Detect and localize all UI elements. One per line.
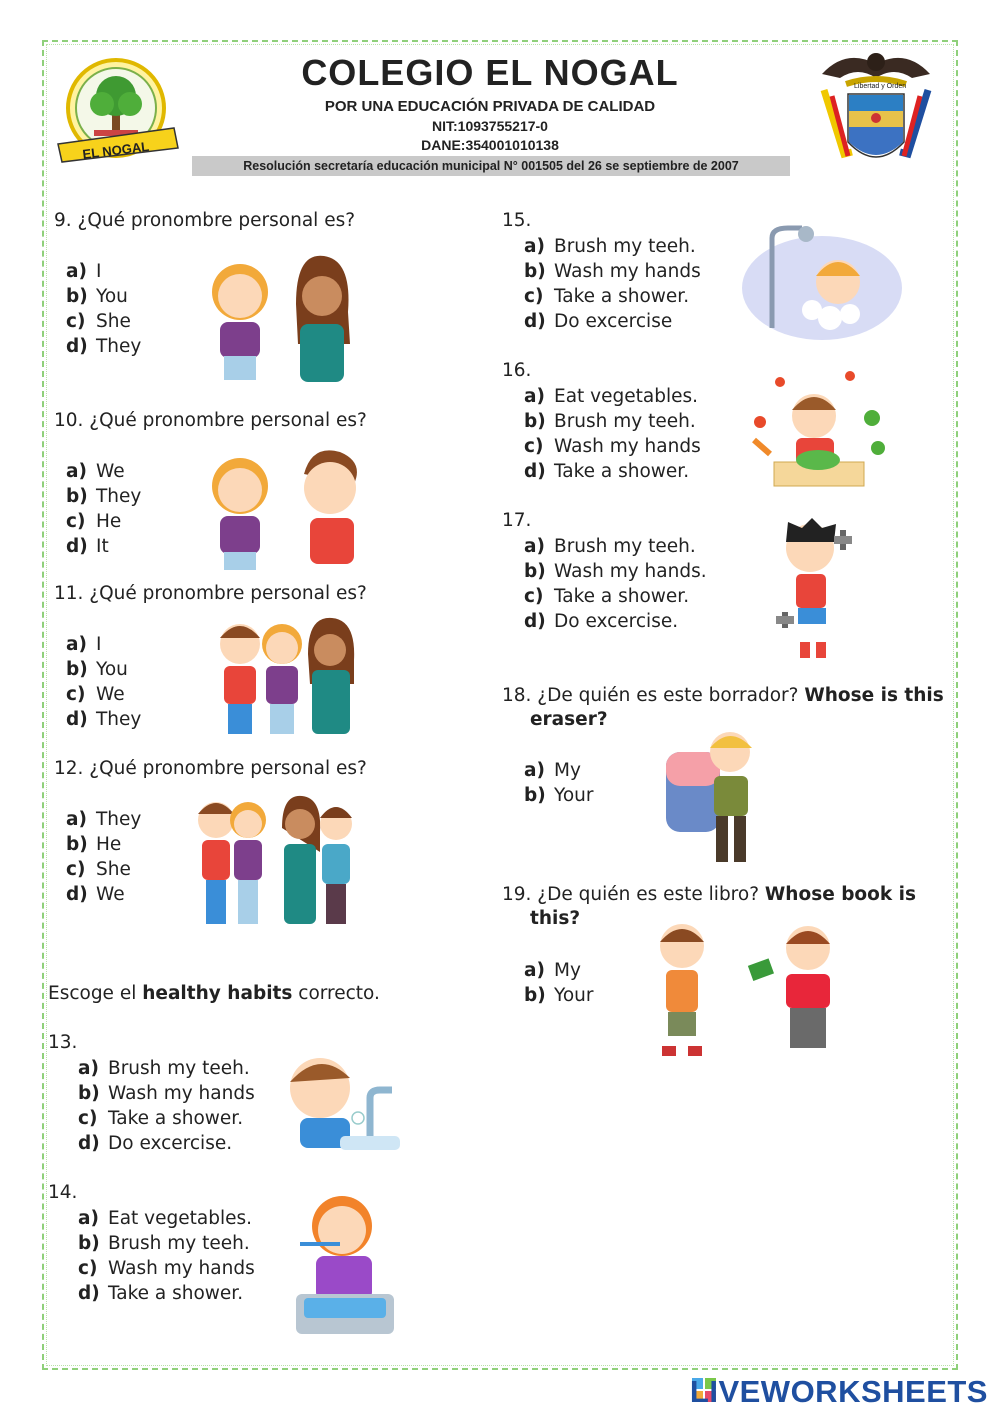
q16-option-c[interactable]: c) Wash my hands xyxy=(524,436,701,457)
q12-title: 12. ¿Qué pronombre personal es? xyxy=(54,758,367,779)
coat-of-arms xyxy=(816,44,936,186)
q13-option-d[interactable]: d) Do excercise. xyxy=(78,1133,233,1154)
q15-option-a[interactable]: a) Brush my teeh. xyxy=(524,236,696,257)
girl-and-boy-illustration xyxy=(200,444,362,572)
q17-option-c[interactable]: c) Take a shower. xyxy=(524,586,690,607)
q15-options xyxy=(524,234,701,334)
q15-option-b[interactable]: b) Wash my hands xyxy=(524,261,701,282)
q9-option-a[interactable]: a) I xyxy=(66,261,102,282)
three-kids-illustration xyxy=(212,614,362,744)
q10-option-a[interactable]: a) We xyxy=(66,461,125,482)
q16-option-b[interactable]: b) Brush my teeh. xyxy=(524,411,696,432)
q16-title: 16. xyxy=(502,360,532,381)
q9-title: 9. ¿Qué pronombre personal es? xyxy=(54,210,356,231)
q13-title: 13. xyxy=(48,1032,78,1053)
shower-illustration xyxy=(732,218,902,342)
q9-options xyxy=(66,259,141,359)
q13-option-a[interactable]: a) Brush my teeh. xyxy=(78,1058,250,1079)
q11-options xyxy=(66,632,141,732)
q14-option-a[interactable]: a) Eat vegetables. xyxy=(78,1208,252,1229)
q17-option-a[interactable]: a) Brush my teeh. xyxy=(524,536,696,557)
q13-option-c[interactable]: c) Take a shower. xyxy=(78,1108,244,1129)
school-name: COLEGIO EL NOGAL xyxy=(301,52,679,93)
q18-title: 18. ¿De quién es este borrador? Whose is this xyxy=(502,685,944,706)
school-nit: NIT:1093755217-0 xyxy=(432,118,548,134)
q17-title: 17. xyxy=(502,510,532,531)
q14-title: 14. xyxy=(48,1182,78,1203)
q12-options xyxy=(66,807,141,907)
q19-options xyxy=(524,958,594,1008)
eraser-boy-illustration xyxy=(660,726,760,866)
q10-title: 10. ¿Qué pronombre personal es? xyxy=(54,410,367,431)
q19-option-a[interactable]: a) My xyxy=(524,960,581,981)
q17-option-d[interactable]: d) Do excercise. xyxy=(524,611,679,632)
q19-title: 19. ¿De quién es este libro? Whose book is xyxy=(502,884,916,905)
q10-option-d[interactable]: d) It xyxy=(66,536,109,557)
q17-option-b[interactable]: b) Wash my hands. xyxy=(524,561,707,582)
q19-option-b[interactable]: b) Your xyxy=(524,985,594,1006)
four-kids-illustration xyxy=(192,792,354,936)
habits-instruction: Escoge el healthy habits correcto. xyxy=(48,983,380,1004)
q12-option-c[interactable]: c) She xyxy=(66,859,131,880)
two-girls-illustration xyxy=(200,248,360,384)
q11-title: 11. ¿Qué pronombre personal es? xyxy=(54,583,367,604)
q18-title-line2: eraser? xyxy=(530,709,608,730)
q10-option-c[interactable]: c) He xyxy=(66,511,122,532)
q16-option-d[interactable]: d) Take a shower. xyxy=(524,461,690,482)
brushing-teeth-illustration xyxy=(292,1190,398,1340)
exercise-illustration xyxy=(768,512,868,662)
school-logo xyxy=(54,56,184,164)
q11-option-a[interactable]: a) I xyxy=(66,634,102,655)
q10-options xyxy=(66,459,141,559)
school-motto: POR UNA EDUCACIÓN PRIVADA DE CALIDAD xyxy=(324,98,656,115)
logo-text: EL NOGAL xyxy=(81,138,150,162)
liveworksheets-brand[interactable]: LIVEWORKSHEETS xyxy=(689,1374,988,1409)
q9-option-b[interactable]: b) You xyxy=(66,286,128,307)
q18-option-a[interactable]: a) My xyxy=(524,760,581,781)
q11-option-b[interactable]: b) You xyxy=(66,659,128,680)
book-boys-illustration xyxy=(650,918,860,1060)
coat-motto: Libertad y Orden xyxy=(854,83,907,90)
eating-vegetables-illustration xyxy=(740,362,890,490)
q19-title-line2: this? xyxy=(530,908,581,929)
q15-option-d[interactable]: d) Do excercise xyxy=(524,311,673,332)
q13-options xyxy=(78,1056,255,1156)
q10-option-b[interactable]: b) They xyxy=(66,486,142,507)
q14-options xyxy=(78,1206,255,1306)
q14-option-c[interactable]: c) Wash my hands xyxy=(78,1258,255,1279)
q18-options xyxy=(524,758,594,808)
q9-option-d[interactable]: d) They xyxy=(66,336,142,357)
q15-option-c[interactable]: c) Take a shower. xyxy=(524,286,690,307)
q14-option-b[interactable]: b) Brush my teeh. xyxy=(78,1233,250,1254)
q9-option-c[interactable]: c) She xyxy=(66,311,131,332)
q12-option-d[interactable]: d) We xyxy=(66,884,125,905)
q16-option-a[interactable]: a) Eat vegetables. xyxy=(524,386,698,407)
q11-option-d[interactable]: d) They xyxy=(66,709,142,730)
resolution-banner: Resolución secretaría educación municipal N° 001505 del 26 se septiembre de 2007 xyxy=(192,156,790,176)
school-dane: DANE:354001010138 xyxy=(421,137,559,153)
q15-title: 15. xyxy=(502,210,532,231)
q12-option-b[interactable]: b) He xyxy=(66,834,122,855)
q11-option-c[interactable]: c) We xyxy=(66,684,125,705)
q17-options xyxy=(524,534,707,634)
washing-hands-illustration xyxy=(280,1048,400,1154)
q13-option-b[interactable]: b) Wash my hands xyxy=(78,1083,255,1104)
q18-option-b[interactable]: b) Your xyxy=(524,785,594,806)
q16-options xyxy=(524,384,701,484)
q12-option-a[interactable]: a) They xyxy=(66,809,142,830)
q14-option-d[interactable]: d) Take a shower. xyxy=(78,1283,244,1304)
